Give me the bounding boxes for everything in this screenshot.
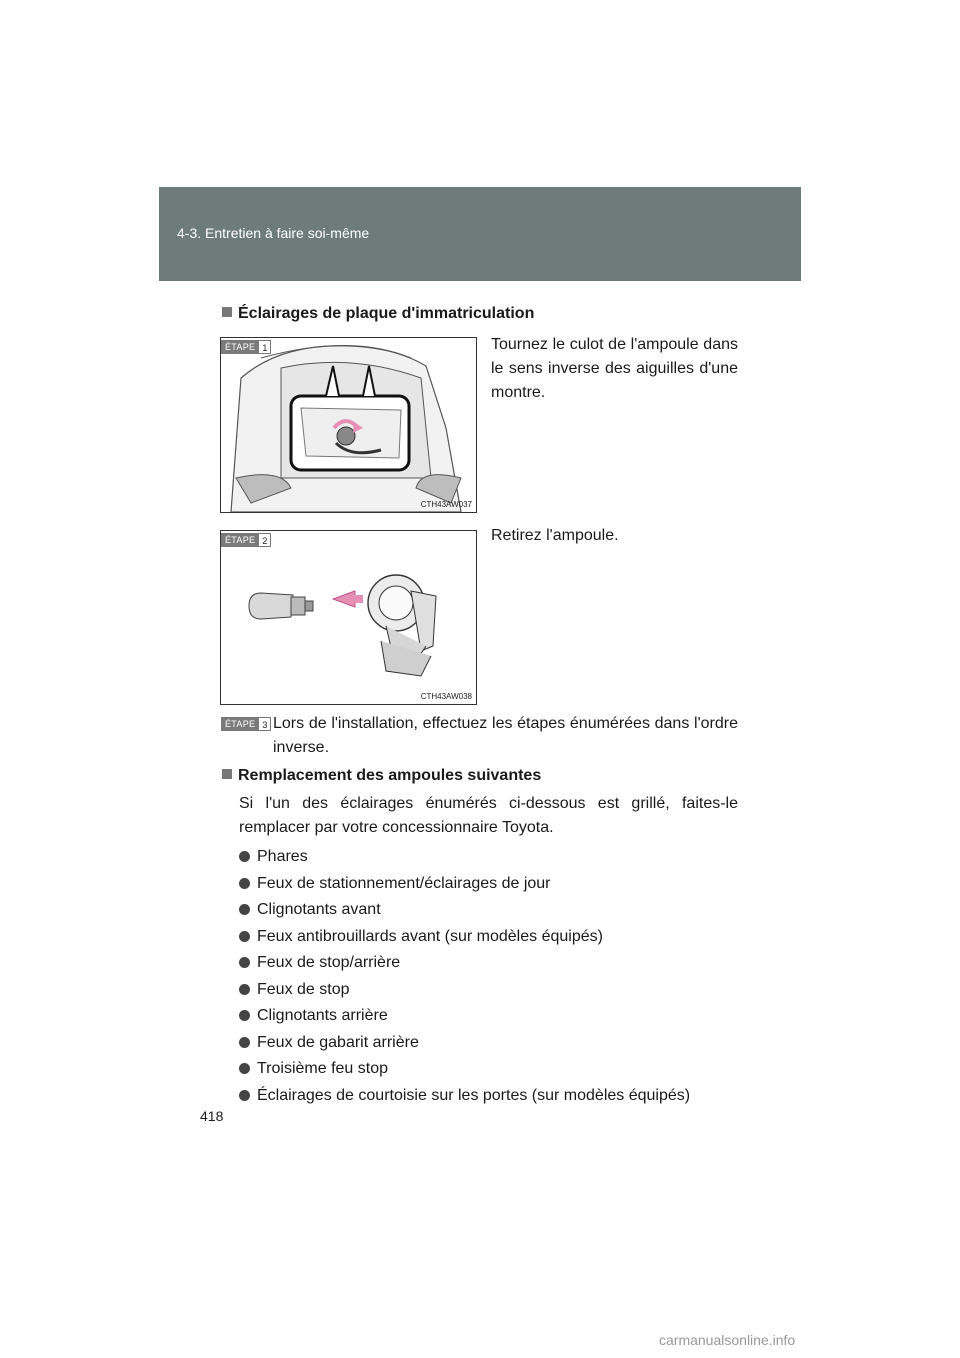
car-trunk-illustration — [221, 338, 476, 512]
bullet-icon — [239, 1010, 250, 1021]
step-badge-1 — [221, 340, 271, 354]
section-heading-replacement — [222, 767, 541, 785]
list-item: Clignotants arrière — [239, 1003, 690, 1030]
section-heading-text: Remplacement des ampoules suivantes — [238, 767, 542, 784]
section2-intro: Si l'un des éclairages énumérés ci-dessous est grillé, faites-le remplacer par votre concessionnaire Toyota. — [239, 795, 738, 836]
bullet-icon — [239, 1063, 250, 1074]
bulb-list — [239, 844, 690, 1109]
step3-text: Lors de l'installation, effectuez les étapes énumérées dans l'ordre inverse. — [273, 715, 738, 756]
square-bullet-icon — [222, 307, 232, 317]
page-number: 418 — [200, 1108, 224, 1124]
list-item: Troisième feu stop — [239, 1056, 690, 1083]
step-badge-3 — [221, 717, 271, 731]
bulb-removal-illustration — [221, 531, 476, 704]
figure-step1 — [220, 337, 477, 513]
bullet-icon — [239, 1037, 250, 1048]
bullet-icon — [239, 957, 250, 968]
figure-code: CTH43AW037 — [420, 500, 472, 509]
list-item: Clignotants avant — [239, 897, 690, 924]
square-bullet-icon — [222, 769, 232, 779]
step-badge-number: 2 — [259, 533, 271, 547]
step-badge-number: 3 — [259, 717, 271, 731]
list-item: Phares — [239, 844, 690, 871]
bullet-icon — [239, 904, 250, 915]
list-item: Feux de stop — [239, 977, 690, 1004]
chapter-header — [159, 187, 801, 281]
list-item: Feux de stationnement/éclairages de jour — [239, 871, 690, 898]
step-badge-label: ÉTAPE — [221, 533, 259, 547]
section-heading-text: Éclairages de plaque d'immatriculation — [238, 305, 535, 322]
section-heading-license-plate — [222, 305, 534, 323]
step-badge-number: 1 — [259, 340, 271, 354]
bullet-icon — [239, 851, 250, 862]
bullet-icon — [239, 931, 250, 942]
bullet-icon — [239, 878, 250, 889]
figure-step2 — [220, 530, 477, 705]
chapter-title: 4-3. Entretien à faire soi-même — [177, 225, 370, 241]
step1-text: Tournez le culot de l'ampoule dans le sens inverse des aiguilles d'une montre. — [491, 336, 738, 401]
list-item: Feux antibrouillards avant (sur modèles équipés) — [239, 924, 690, 951]
bullet-icon — [239, 984, 250, 995]
step-badge-label: ÉTAPE — [221, 717, 259, 731]
step-badge-2 — [221, 533, 271, 547]
list-item: Feux de gabarit arrière — [239, 1030, 690, 1057]
step2-text: Retirez l'ampoule. — [491, 527, 619, 544]
footer-watermark: carmanualsonline.info — [659, 1332, 796, 1348]
figure-code: CTH43AW038 — [420, 692, 472, 701]
list-item: Feux de stop/arrière — [239, 950, 690, 977]
bullet-icon — [239, 1090, 250, 1101]
step-badge-label: ÉTAPE — [221, 340, 259, 354]
list-item: Éclairages de courtoisie sur les portes (sur modèles équipés) — [239, 1083, 690, 1110]
